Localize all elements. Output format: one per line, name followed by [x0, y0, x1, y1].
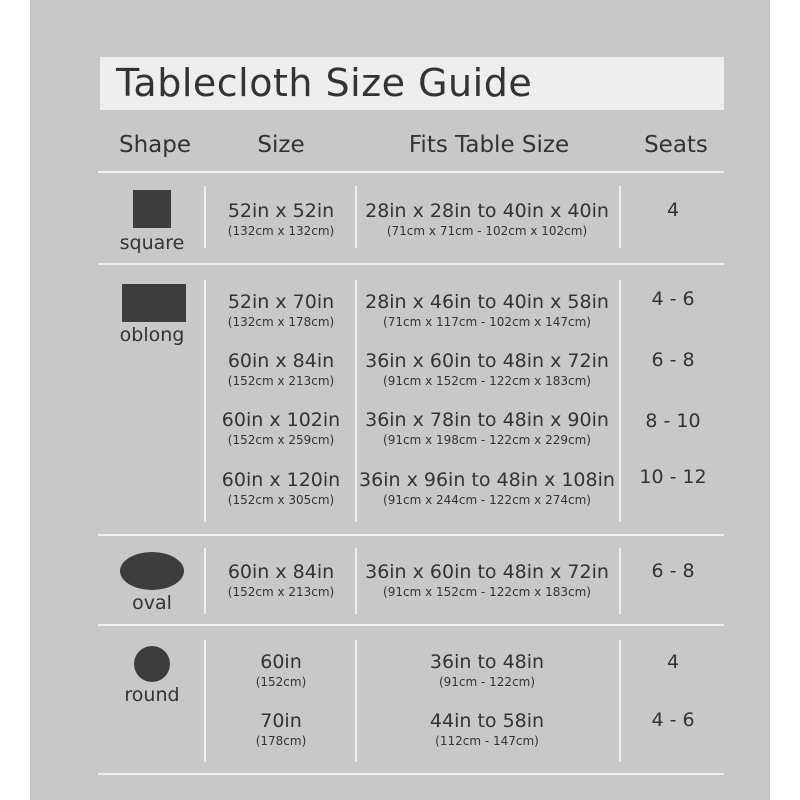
header-seats: Seats: [644, 132, 708, 158]
header-shape: Shape: [118, 132, 192, 158]
column-divider: [619, 640, 621, 762]
seats-value: 6 - 8: [651, 560, 695, 582]
fits-value: 36in x 60in to 48in x 72in: [365, 561, 609, 583]
fits-cm: (91cm - 122cm): [438, 675, 536, 689]
size-cm: (152cm x 259cm): [227, 433, 335, 447]
shape-label-square: square: [119, 232, 185, 254]
size-value: 52in x 70in: [227, 291, 335, 313]
fits-cm: (91cm x 152cm - 122cm x 183cm): [383, 585, 591, 599]
guide-panel: [30, 0, 770, 800]
fits-value: 28in x 46in to 40in x 58in: [365, 291, 609, 313]
fits-value: 36in x 60in to 48in x 72in: [365, 350, 609, 372]
size-cm: (178cm): [255, 734, 307, 748]
round-shape-icon: [134, 646, 170, 682]
seats-value: 10 - 12: [639, 466, 707, 488]
size-value: 60in x 84in: [227, 561, 335, 583]
size-value: 60in x 102in: [221, 409, 341, 431]
seats-value: 8 - 10: [645, 410, 701, 432]
column-divider: [204, 640, 206, 762]
oval-shape-icon: [120, 552, 184, 590]
fits-cm: (91cm x 152cm - 122cm x 183cm): [383, 374, 591, 388]
column-divider: [204, 280, 206, 522]
size-value: 60in x 120in: [221, 469, 341, 491]
seats-value: 4: [666, 199, 680, 221]
size-cm: (152cm x 305cm): [227, 493, 335, 507]
divider: [98, 171, 724, 173]
fits-cm: (71cm x 117cm - 102cm x 147cm): [383, 315, 591, 329]
size-cm: (132cm x 178cm): [227, 315, 335, 329]
size-value: 60in: [260, 651, 302, 673]
page-title: Tablecloth Size Guide: [116, 61, 533, 105]
column-divider: [619, 548, 621, 614]
size-cm: (152cm): [255, 675, 307, 689]
column-divider: [355, 640, 357, 762]
fits-cm: (112cm - 147cm): [435, 734, 539, 748]
title-bar: [100, 57, 724, 110]
square-shape-icon: [133, 190, 171, 228]
column-divider: [204, 548, 206, 614]
seats-value: 4: [666, 651, 680, 673]
column-divider: [619, 280, 621, 522]
seats-value: 6 - 8: [651, 349, 695, 371]
fits-value: 36in x 78in to 48in x 90in: [365, 409, 609, 431]
seats-value: 4 - 6: [651, 709, 695, 731]
size-cm: (152cm x 213cm): [227, 374, 335, 388]
header-size: Size: [257, 132, 305, 158]
fits-value: 36in to 48in: [429, 651, 545, 673]
seats-value: 4 - 6: [651, 288, 695, 310]
divider: [98, 773, 724, 775]
fits-cm: (91cm x 244cm - 122cm x 274cm): [383, 493, 591, 507]
fits-value: 36in x 96in to 48in x 108in: [359, 469, 615, 491]
size-cm: (152cm x 213cm): [227, 585, 335, 599]
size-value: 52in x 52in: [227, 200, 335, 222]
fits-cm: (71cm x 71cm - 102cm x 102cm): [386, 224, 588, 238]
divider: [98, 263, 724, 265]
fits-value: 28in x 28in to 40in x 40in: [365, 200, 609, 222]
column-divider: [355, 548, 357, 614]
shape-label-oblong: oblong: [119, 324, 185, 346]
header-fits: Fits Table Size: [408, 132, 570, 158]
shape-label-round: round: [124, 684, 180, 706]
size-value: 70in: [260, 710, 302, 732]
size-cm: (132cm x 132cm): [227, 224, 335, 238]
shape-label-oval: oval: [132, 592, 172, 614]
fits-cm: (91cm x 198cm - 122cm x 229cm): [383, 433, 591, 447]
fits-value: 44in to 58in: [429, 710, 545, 732]
divider: [98, 624, 724, 626]
divider: [98, 534, 724, 536]
column-divider: [619, 186, 621, 248]
size-value: 60in x 84in: [227, 350, 335, 372]
column-divider: [355, 280, 357, 522]
column-divider: [355, 186, 357, 248]
column-divider: [204, 186, 206, 248]
oblong-shape-icon: [122, 284, 186, 322]
